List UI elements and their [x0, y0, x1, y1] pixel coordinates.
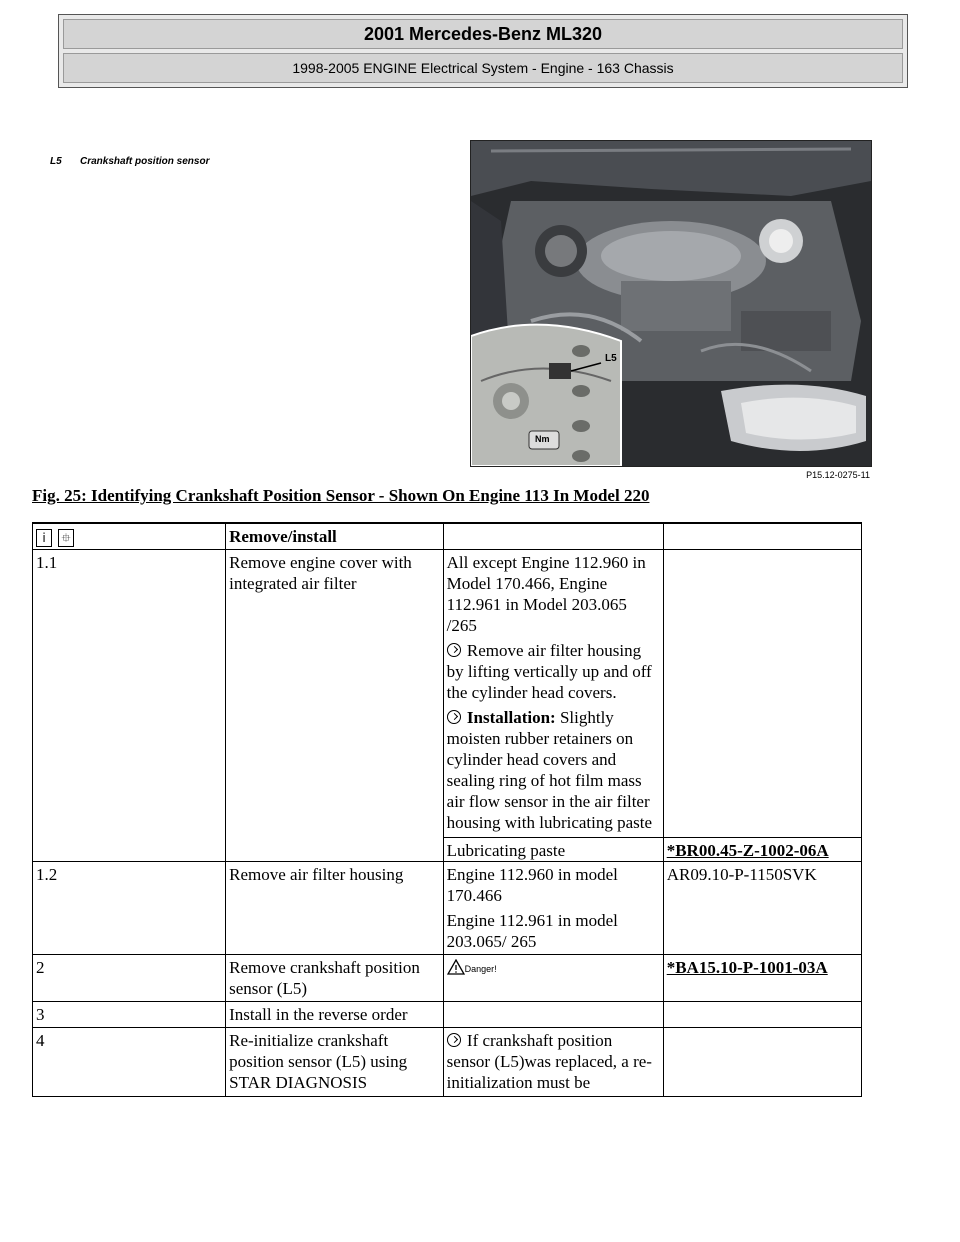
step-number: 2: [33, 955, 226, 1002]
header-empty-cell: [443, 523, 663, 550]
note-arrow-icon: [447, 1033, 461, 1047]
table-header-row: [33, 523, 862, 550]
step-number: 4: [33, 1028, 226, 1097]
step-detail-text: Engine 112.961 in model 203.065/ 265: [446, 911, 618, 952]
document-header: [58, 14, 908, 88]
step-details: [443, 862, 663, 955]
empty-cell: [443, 1002, 663, 1028]
inset-nm-label: Nm: [535, 434, 550, 444]
header-empty-cell: [663, 523, 861, 550]
photo-code: P15.12-0275-11: [806, 470, 870, 480]
figure-legend-code: L5: [50, 156, 62, 167]
figure-caption[interactable]: Fig. 25: Identifying Crankshaft Position Sensor - Shown On Engine 113 In Model 220: [32, 486, 650, 505]
procedure-table: [32, 522, 862, 1097]
step-number: 3: [33, 1002, 226, 1028]
table-row: [33, 1002, 862, 1028]
warning-triangle-icon: [447, 959, 465, 975]
header-icons-cell: [33, 523, 226, 550]
danger-cell: [443, 955, 663, 1002]
engine-photo: [470, 140, 872, 467]
document-title: 2001 Mercedes-Benz ML320: [63, 19, 903, 49]
note-arrow-icon: [447, 710, 461, 724]
step-number: 1.2: [33, 862, 226, 955]
document-subtitle: 1998-2005 ENGINE Electrical System - Engine - 163 Chassis: [63, 53, 903, 83]
step-detail-text: All except Engine 112.960 in Model 170.466, Engine 112.961 in Model 203.065 /265: [446, 553, 646, 636]
table-row: [33, 955, 862, 1002]
step-action: Remove engine cover with integrated air filter: [226, 550, 444, 862]
reference-link[interactable]: *BR00.45-Z-1002-06A: [664, 837, 861, 861]
table-row: [33, 1028, 862, 1097]
note-text: If crankshaft position sensor (L5)was replaced, a re-initialization must be: [446, 1031, 652, 1093]
inset-l5-label: L5: [605, 353, 617, 364]
figure: [50, 140, 870, 480]
figure-legend: [50, 156, 209, 167]
danger-label: Danger!: [464, 964, 497, 975]
step-detail-text: Engine 112.960 in model 170.466: [446, 865, 618, 906]
note-text: Remove air filter housing by lifting vertically up and off the cylinder head covers.: [446, 641, 652, 703]
step-details: [443, 1028, 663, 1097]
tools-icon[interactable]: ⯐: [58, 529, 74, 547]
step-number: 1.1: [33, 550, 226, 862]
step-action: Re-initialize crankshaft position sensor (L5) using STAR DIAGNOSIS: [226, 1028, 444, 1097]
reference-link[interactable]: *BA15.10-P-1001-03A: [663, 955, 861, 1002]
empty-cell: [663, 1028, 861, 1097]
reference-text: AR09.10-P-1150SVK: [663, 862, 861, 955]
info-icon[interactable]: i: [36, 529, 52, 547]
note-arrow-icon: [447, 643, 461, 657]
note-block: [447, 640, 660, 703]
engine-bay-illustration: [471, 141, 871, 466]
note-label: Installation:: [466, 708, 556, 728]
figure-legend-text: Crankshaft position sensor: [80, 156, 210, 167]
table-row: [33, 550, 862, 862]
empty-cell: [663, 1002, 861, 1028]
step-details: [443, 550, 663, 862]
step-reference-cell: [663, 550, 861, 862]
header-title: Remove/install: [226, 523, 444, 550]
table-row: [33, 862, 862, 955]
step-action: Install in the reverse order: [226, 1002, 444, 1028]
note-text: Slightly moisten rubber retainers on cylinder head covers and sealing ring of hot film mass air flow sensor in the air filter housing with lubricating paste: [446, 708, 653, 833]
step-action: Remove air filter housing: [226, 862, 444, 955]
sub-label: Lubricating paste: [444, 837, 663, 861]
step-action: Remove crankshaft position sensor (L5): [226, 955, 444, 1002]
note-block: [447, 707, 660, 833]
